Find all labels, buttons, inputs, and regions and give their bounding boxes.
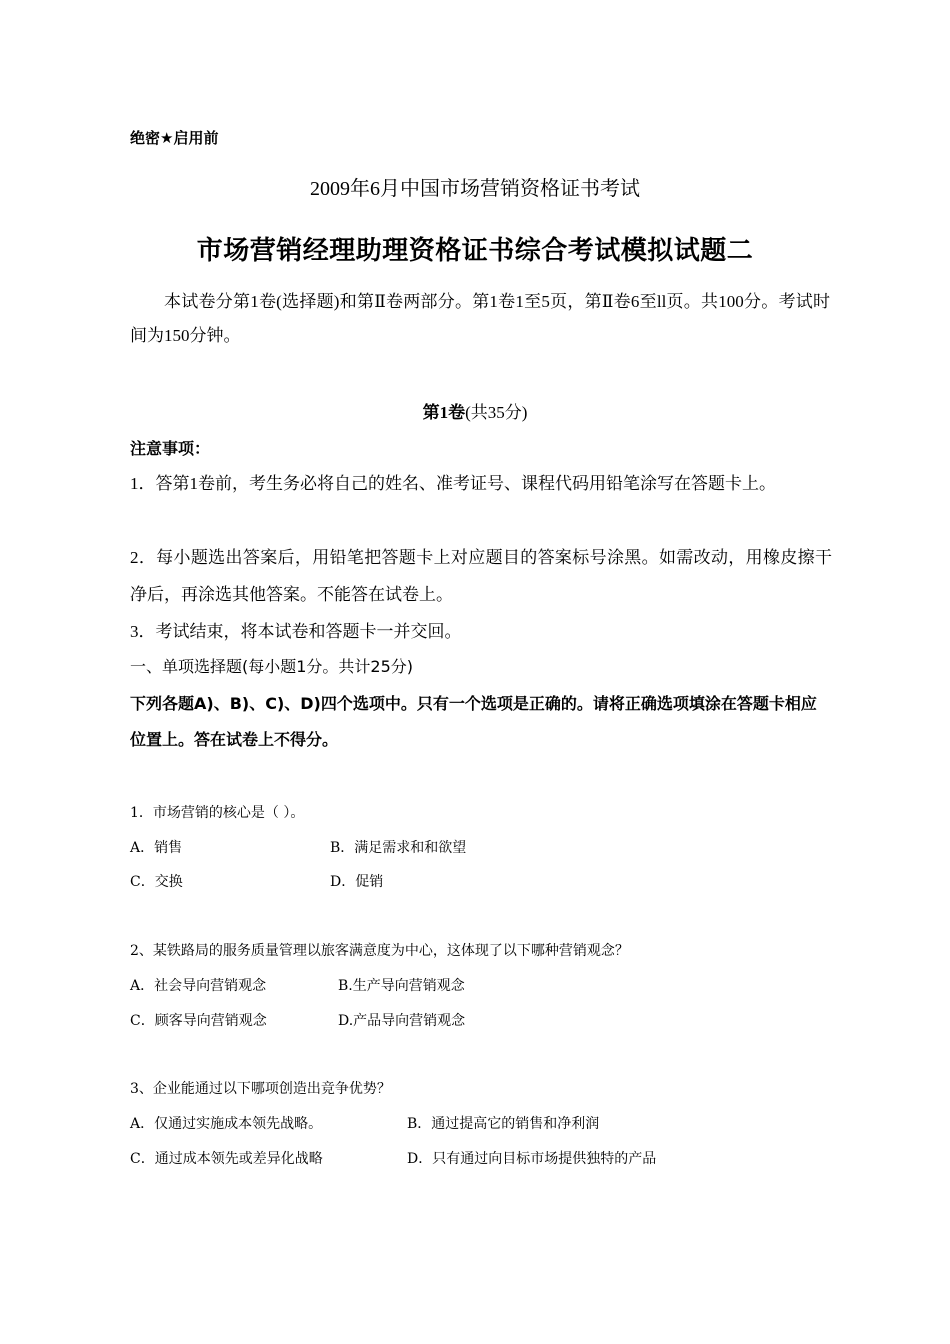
notice-item: 2．每小题选出答案后，用铅笔把答题卡上对应题目的答案标号涂黑。如需改动，用橡皮擦干净后，再涂选其他答案。不能答在试卷上。 bbox=[130, 548, 832, 604]
option-d: D．促销 bbox=[330, 874, 384, 890]
exam-title: 市场营销经理助理资格证书综合考试模拟试题二 bbox=[196, 236, 754, 266]
option-b: B．满足需求和和欲望 bbox=[330, 840, 467, 856]
option-a: A．社会导向营销观念 bbox=[130, 978, 267, 994]
intro-paragraph: 本试卷分第1卷(选择题)和第Ⅱ卷两部分。第1卷1至5页，第Ⅱ卷6至ll页。共100分。考试时间为150分钟。 bbox=[130, 292, 830, 345]
question-text: 1．市场营销的核心是（ ）。 bbox=[130, 805, 305, 821]
volume-points: (共35分) bbox=[465, 403, 528, 422]
option-c: C．通过成本领先或差异化战略 bbox=[130, 1151, 323, 1167]
notice-item: 1．答第1卷前，考生务必将自己的姓名、准考证号、课程代码用铅笔涂写在答题卡上。 bbox=[130, 474, 776, 493]
option-d: D.产品导向营销观念 bbox=[338, 1013, 466, 1029]
section-description: 下列各题A)、B)、C)、D)四个选项中。只有一个选项是正确的。请将正确选项填涂在答题卡相应位置上。答在试卷上不得分。 bbox=[130, 694, 817, 749]
notice-item: 3．考试结束，将本试卷和答题卡一并交回。 bbox=[130, 622, 462, 641]
notice-heading: 注意事项： bbox=[130, 439, 211, 458]
section-heading: 一、单项选择题(每小题1分。共计25分) bbox=[130, 657, 414, 676]
exam-subtitle: 2009年6月中国市场营销资格证书考试 bbox=[310, 178, 640, 200]
option-c: C．交换 bbox=[130, 874, 183, 890]
volume-heading bbox=[0, 398, 950, 423]
confidential-mark: 绝密★启用前 bbox=[130, 130, 219, 147]
option-a: A．销售 bbox=[130, 840, 183, 856]
question-text: 2、某铁路局的服务质量管理以旅客满意度为中心，这体现了以下哪种营销观念？ bbox=[130, 943, 629, 959]
question-text: 3、企业能通过以下哪项创造出竞争优势？ bbox=[130, 1081, 391, 1097]
volume-label: 第1卷 bbox=[422, 403, 466, 422]
option-b: B.生产导向营销观念 bbox=[338, 978, 465, 994]
option-b: B．通过提高它的销售和净利润 bbox=[407, 1116, 600, 1132]
option-a: A．仅通过实施成本领先战略。 bbox=[130, 1116, 323, 1132]
option-c: C．顾客导向营销观念 bbox=[130, 1013, 267, 1029]
option-d: D．只有通过向目标市场提供独特的产品 bbox=[407, 1151, 657, 1167]
